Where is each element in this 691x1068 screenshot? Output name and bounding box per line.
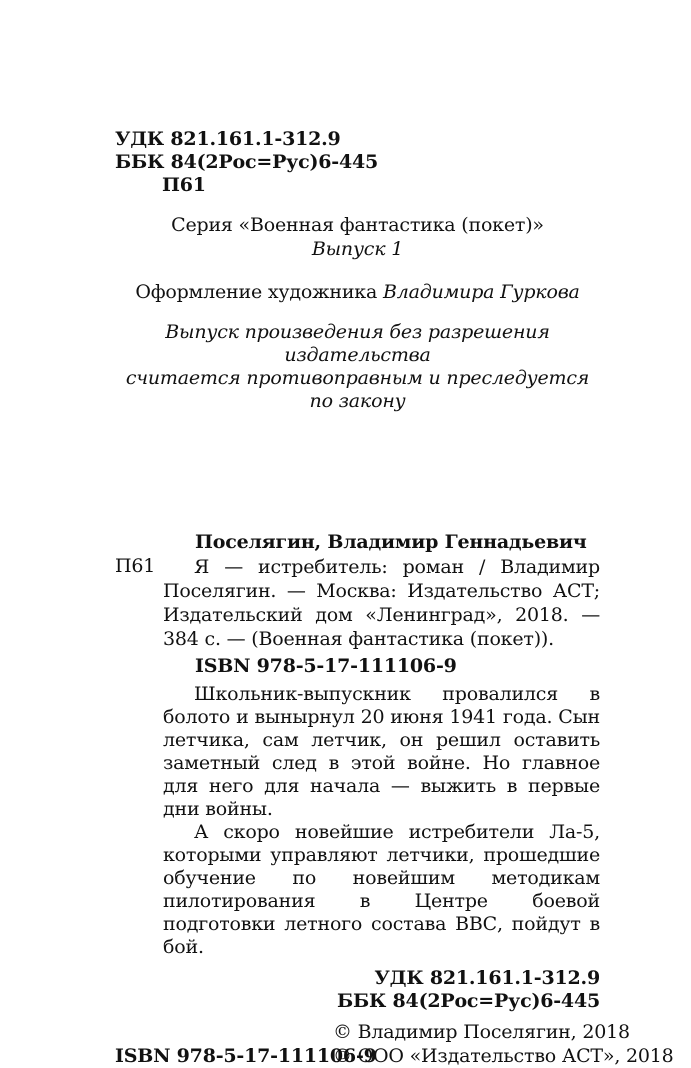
isbn-main: ISBN 978-5-17-111106-9 <box>195 655 457 677</box>
series-name: Серия «Военная фантастика (покет)» <box>171 214 544 236</box>
catalog-description: Я — истребитель: роман / Владимир Поселягин. — Москва: Издательство АСТ; Издательский дом «Ленинград», 2018. — 384 с. — (Военная фантастика (покет)). <box>163 556 600 650</box>
legal-notice <box>115 321 600 413</box>
author-heading: Поселягин, Владимир Геннадьевич <box>195 531 587 553</box>
catalog-entry <box>115 555 600 651</box>
copyright-publisher: © ООО «Издательство АСТ», 2018 <box>333 1045 674 1067</box>
legal-notice-line2: считается противоправным и преследуется по закону <box>125 367 590 412</box>
annotation-paragraph-1: Школьник-выпускник провалился в болото и вынырнул 20 июня 1941 года. Сын летчика, сам летчик, он решил оставить заметный след в этой войне. Но главное для него для начала — выжить в первые дни войны. <box>163 683 600 820</box>
series-issue: Выпуск 1 <box>311 238 404 260</box>
designer-credit <box>115 281 600 304</box>
isbn-bottom: ISBN 978-5-17-111106-9 <box>115 1045 377 1067</box>
top-classification-block <box>115 128 600 197</box>
annotation-block <box>115 683 600 959</box>
bbk-code-top: ББК 84(2Рос=Рус)6-445 <box>115 151 379 173</box>
bbk-code-bottom: ББК 84(2Рос=Рус)6-445 <box>336 990 600 1012</box>
copyright-author: © Владимир Поселягин, 2018 <box>333 1021 630 1043</box>
author-sign-top: П61 <box>162 174 206 196</box>
author-sign-catalog: П61 <box>115 555 156 577</box>
udk-code-top: УДК 821.161.1-312.9 <box>115 128 341 150</box>
series-block <box>115 213 600 261</box>
designer-name: Владимира Гуркова <box>382 281 580 303</box>
annotation-paragraph-2: А скоро новейшие истребители Ла-5, которыми управляют летчики, прошедшие обучение по новейшим методикам пилотирования в Центре боевой подготовки летного состава ВВС, пойдут в бой. <box>163 821 600 958</box>
designer-credit-prefix: Оформление художника <box>135 281 383 303</box>
bottom-classification-block <box>115 967 600 1013</box>
copyright-spacer <box>115 1020 333 1044</box>
copyright-block <box>115 1020 674 1068</box>
udk-code-bottom: УДК 821.161.1-312.9 <box>374 967 600 989</box>
legal-notice-line1: Выпуск произведения без разрешения издательства <box>165 321 550 366</box>
